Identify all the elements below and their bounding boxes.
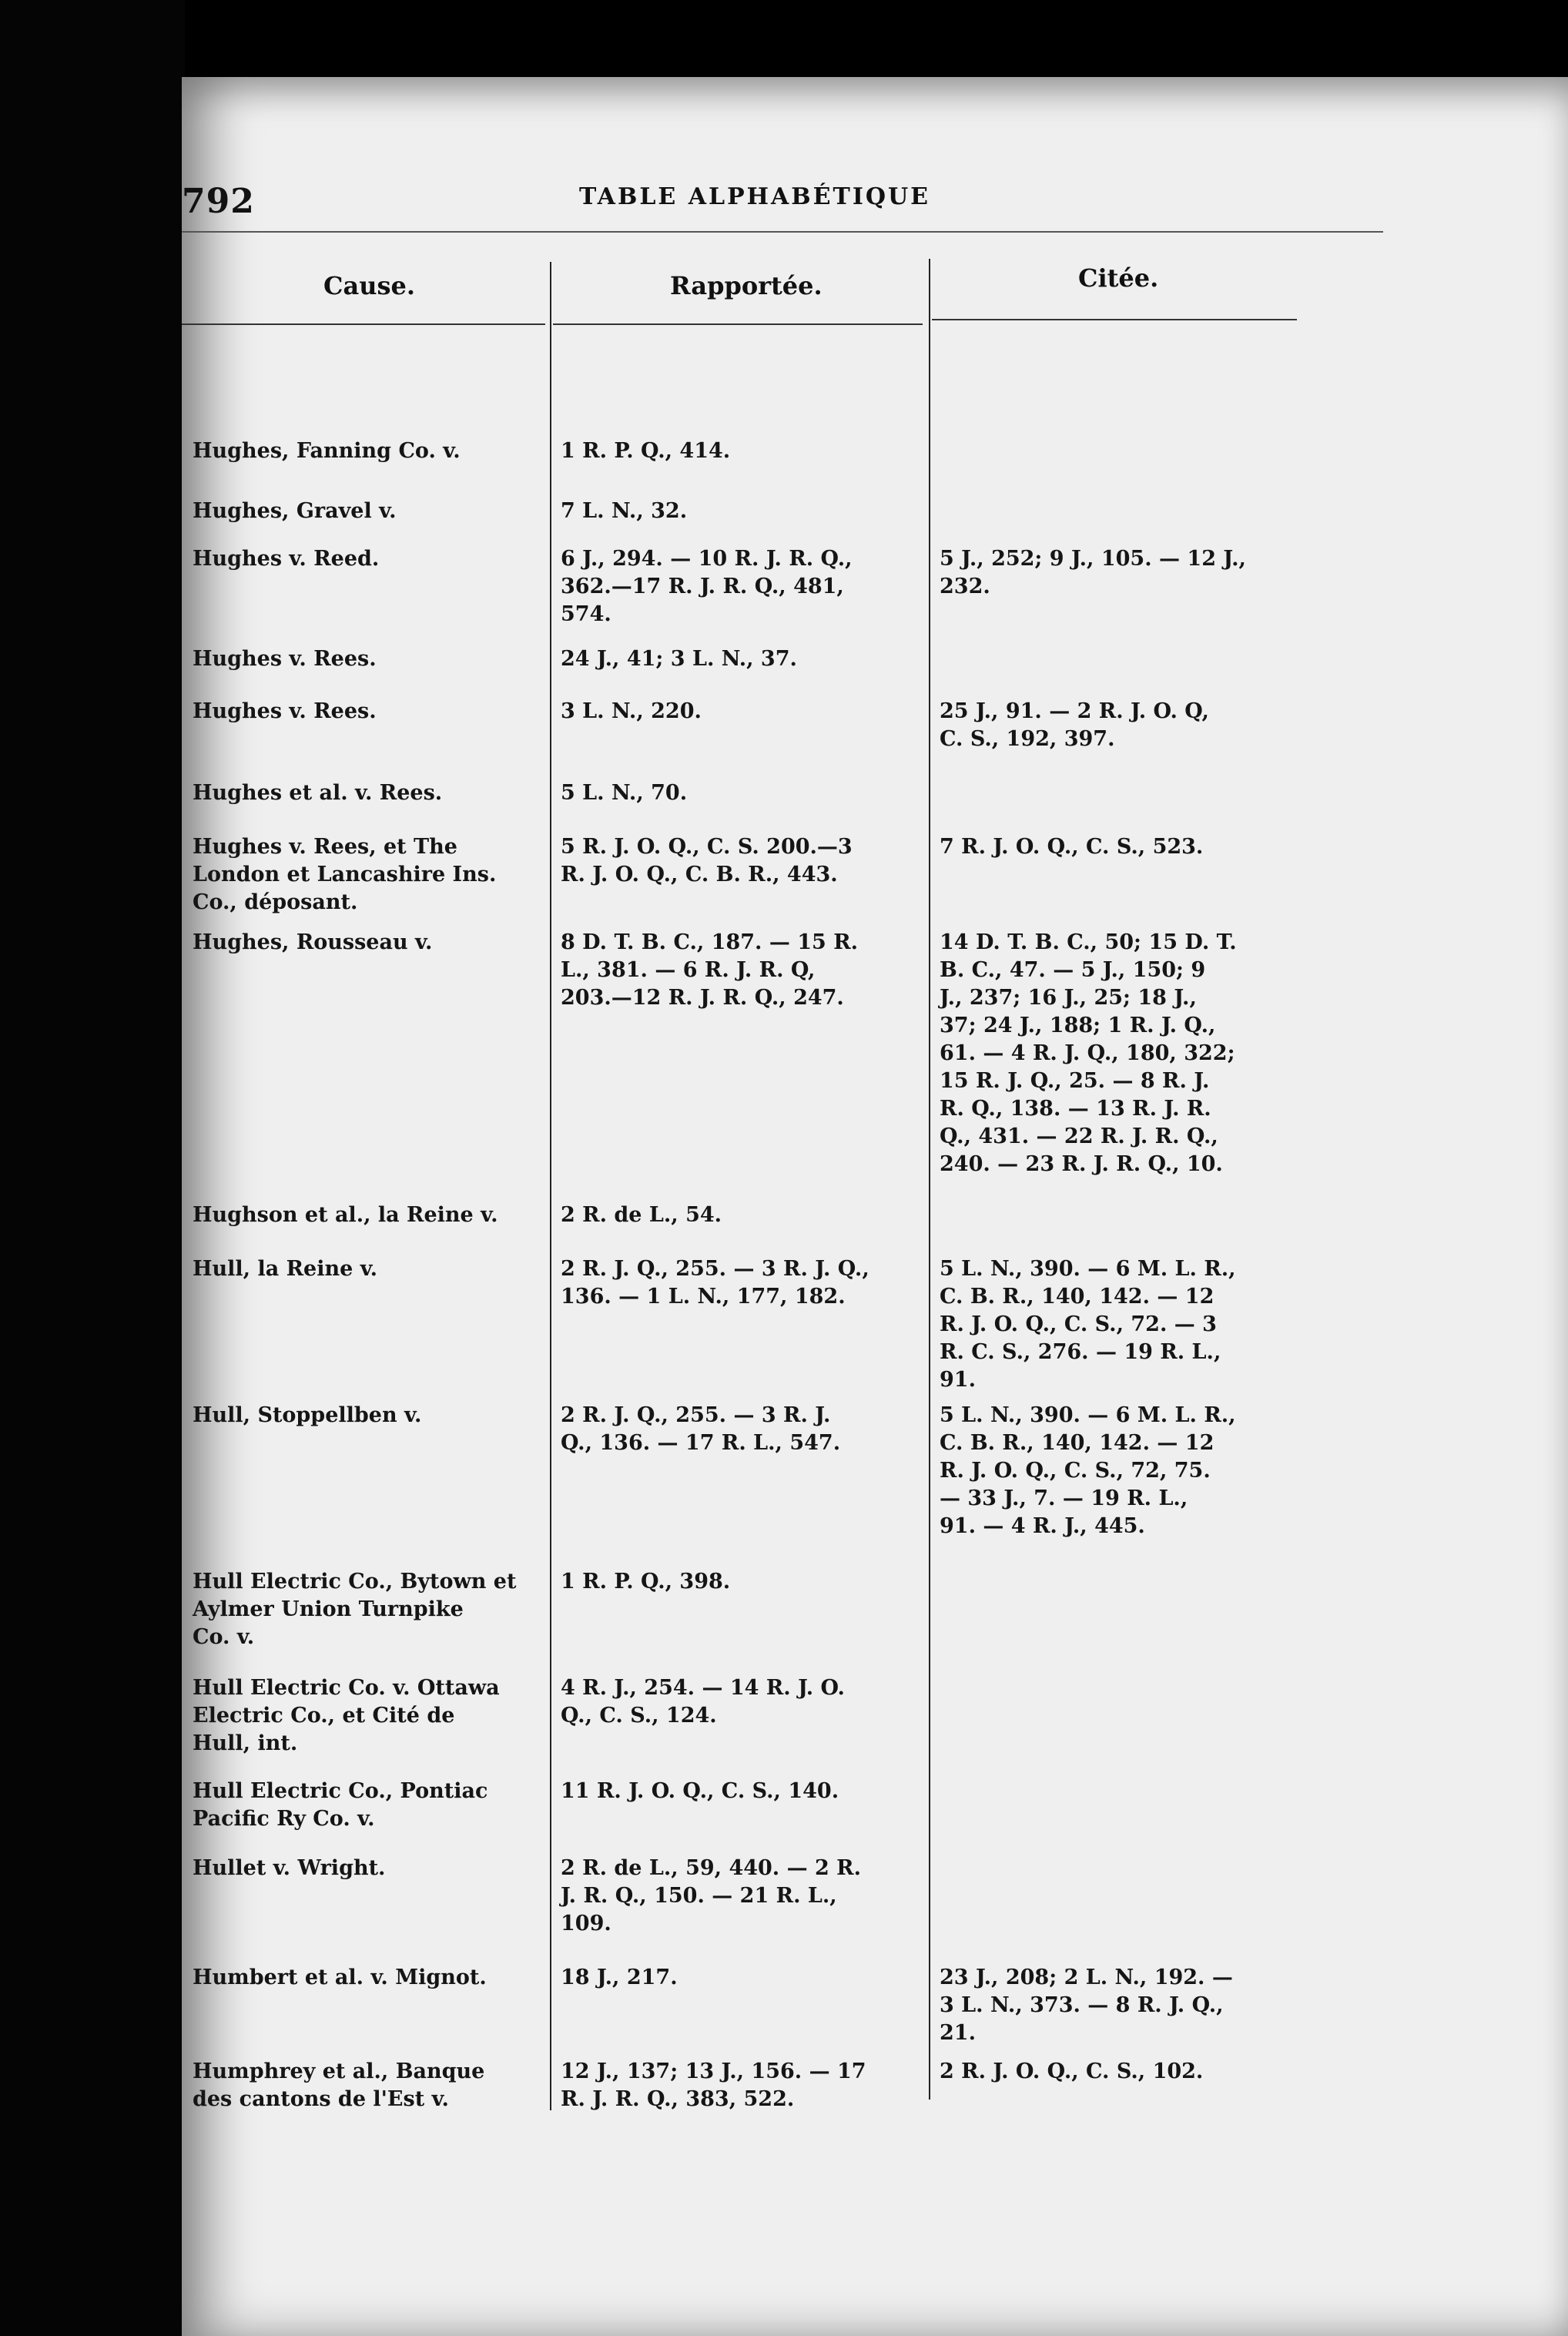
cause-cell: Hughes et al. v. Rees.: [193, 781, 443, 805]
rapportee-cell: 3 L. N., 220.: [561, 699, 702, 723]
cause-cell: Hull, la Reine v.: [193, 1257, 378, 1281]
rapportee-cell: 4 R. J., 254. — 14 R. J. O. Q., C. S., 124.: [561, 1676, 845, 1728]
cause-cell: Hull Electric Co., Bytown et Aylmer Union Turnpike Co. v.: [193, 1570, 517, 1649]
cause-cell: Hughes, Gravel v.: [193, 499, 397, 523]
cause-cell: Humbert et al. v. Mignot.: [193, 1966, 487, 1989]
rapportee-cell: 5 L. N., 70.: [561, 781, 688, 805]
citee-cell: 7 R. J. O. Q., C. S., 523.: [940, 835, 1204, 859]
cause-cell: Hughson et al., la Reine v.: [193, 1203, 498, 1227]
cause-cell: Hullet v. Wright.: [193, 1856, 386, 1880]
rapportee-cell: 5 R. J. O. Q., C. S. 200.—3 R. J. O. Q., C. B. R., 443.: [561, 835, 853, 886]
column-header-rapportee: Rapportée.: [670, 271, 823, 300]
rapportee-cell: 7 L. N., 32.: [561, 499, 688, 523]
rapportee-cell: 2 R. J. Q., 255. — 3 R. J. Q., 136. — 1 L. N., 177, 182.: [561, 1257, 869, 1309]
citee-cell: 25 J., 91. — 2 R. J. O. Q, C. S., 192, 397.: [940, 699, 1209, 751]
column-rule-cause: [182, 323, 545, 325]
cause-cell: Hughes, Fanning Co. v.: [193, 439, 461, 463]
cause-cell: Hughes, Rousseau v.: [193, 930, 433, 954]
citee-cell: 2 R. J. O. Q., C. S., 102.: [940, 2060, 1204, 2083]
column-divider-2: [929, 259, 930, 2100]
citee-cell: 5 L. N., 390. — 6 M. L. R., C. B. R., 140, 142. — 12 R. J. O. Q., C. S., 72, 75. — 33 J., 7. — 19 R. L., 91. — 4 R. J., 445.: [940, 1403, 1236, 1538]
rapportee-cell: 1 R. P. Q., 414.: [561, 439, 731, 463]
column-header-cause: Cause.: [323, 271, 415, 300]
rapportee-cell: 2 R. de L., 59, 440. — 2 R. J. R. Q., 150. — 21 R. L., 109.: [561, 1856, 862, 1935]
cause-cell: Hughes v. Rees.: [193, 647, 377, 671]
rapportee-cell: 2 R. de L., 54.: [561, 1203, 722, 1227]
column-rule-citee: [932, 319, 1297, 320]
cause-cell: Hull Electric Co. v. Ottawa Electric Co., et Cité de Hull, int.: [193, 1676, 500, 1755]
rapportee-cell: 1 R. P. Q., 398.: [561, 1570, 731, 1594]
header-rule: [182, 231, 1383, 233]
page-number: 792: [182, 182, 255, 221]
cause-cell: Hughes v. Rees, et The London et Lancashire Ins. Co., déposant.: [193, 835, 497, 914]
rapportee-cell: 6 J., 294. — 10 R. J. R. Q., 362.—17 R. J. R. Q., 481, 574.: [561, 547, 853, 626]
cause-cell: Hughes v. Rees.: [193, 699, 377, 723]
rapportee-cell: 24 J., 41; 3 L. N., 37.: [561, 647, 797, 671]
citee-cell: 5 J., 252; 9 J., 105. — 12 J., 232.: [940, 547, 1246, 598]
cause-cell: Hughes v. Reed.: [193, 547, 380, 571]
rapportee-cell: 8 D. T. B. C., 187. — 15 R. L., 381. — 6 R. J. R. Q, 203.—12 R. J. R. Q., 247.: [561, 930, 859, 1010]
cause-cell: Hull Electric Co., Pontiac Pacific Ry Co. v.: [193, 1779, 488, 1831]
rapportee-cell: 11 R. J. O. Q., C. S., 140.: [561, 1779, 839, 1803]
column-rule-rapportee: [553, 323, 923, 325]
cause-cell: Hull, Stoppellben v.: [193, 1403, 422, 1427]
scan-dark-margin: [0, 0, 185, 2336]
citee-cell: 23 J., 208; 2 L. N., 192. — 3 L. N., 373. — 8 R. J. Q., 21.: [940, 1966, 1233, 2045]
cause-cell: Humphrey et al., Banque des cantons de l'Est v.: [193, 2060, 485, 2111]
running-head-title: TABLE ALPHABÉTIQUE: [579, 183, 931, 210]
rapportee-cell: 2 R. J. Q., 255. — 3 R. J. Q., 136. — 17 R. L., 547.: [561, 1403, 841, 1455]
citee-cell: 14 D. T. B. C., 50; 15 D. T. B. C., 47. — 5 J., 150; 9 J., 237; 16 J., 25; 18 J., 37; 24 J., 188; 1 R. J. Q., 61. — 4 R. J. Q., 180, 322; 15 R. J. Q., 25. — 8 R. J. R. Q., 138. — 13 R. J. R. Q., 431. — 22 R. J. R. Q., 240. — 23 R. J. R. Q., 10.: [940, 930, 1237, 1176]
rapportee-cell: 18 J., 217.: [561, 1966, 678, 1989]
column-divider-1: [550, 262, 551, 2110]
column-header-citee: Citée.: [1078, 263, 1159, 293]
citee-cell: 5 L. N., 390. — 6 M. L. R., C. B. R., 140, 142. — 12 R. J. O. Q., C. S., 72. — 3 R. C. S., 276. — 19 R. L., 91.: [940, 1257, 1236, 1392]
rapportee-cell: 12 J., 137; 13 J., 156. — 17 R. J. R. Q., 383, 522.: [561, 2060, 866, 2111]
